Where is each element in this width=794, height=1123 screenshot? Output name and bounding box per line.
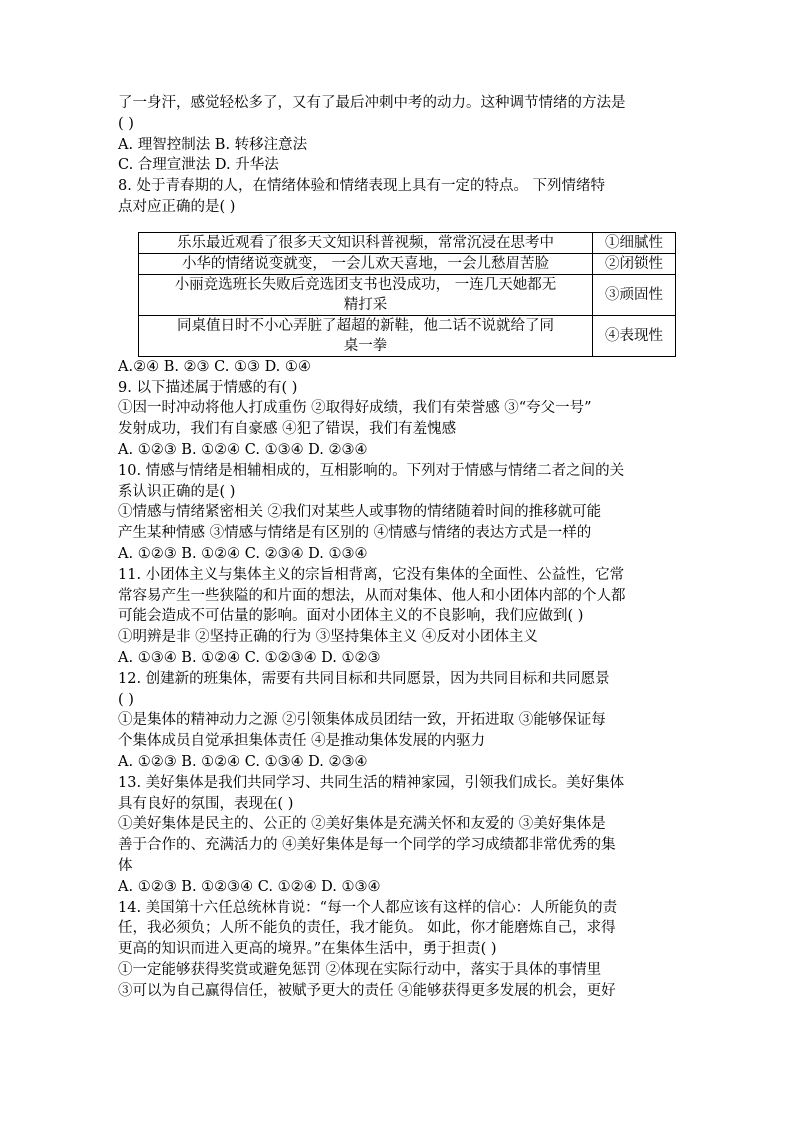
q8-stem-line-1: 8. 处于青春期的人，在情绪体验和情绪表现上具有一定的特点。 下列情绪特 (118, 178, 606, 195)
q10-body-line-1: ①情感与情绪紧密相关 ②我们对某些人或事物的情绪随着时间的推移就可能 (118, 504, 602, 521)
q14-body-line-2: ③可以为自己赢得信任，被赋予更大的责任 ④能够获得更多发展的机会，更好 (118, 982, 616, 999)
q14-stem-line-1: 14. 美国第十六任总统林肯说：“每一个人都应该有这样的信心：人所能负的责 (118, 899, 618, 916)
q8-stem-line-2: 点对应正确的是( ) (118, 198, 236, 215)
q7-options-line-1: A. 理智控制法 B. 转移注意法 (118, 136, 308, 153)
q14-stem-line-3: 更高的知识而进入更高的境界。”在集体生活中，勇于担责( ) (118, 941, 497, 958)
q10-body-line-2: 产生某种情感 ③情感与情绪是有区别的 ④情感与情绪的表达方式是一样的 (118, 525, 592, 542)
q12-stem-line-1: 12. 创建新的班集体，需要有共同目标和共同愿景，因为共同目标和共同愿景 (118, 670, 610, 687)
q12-options: A. ①②③ B. ①②④ C. ①③④ D. ②③④ (118, 753, 368, 770)
q11-stem-line-2: 常容易产生一些狭隘的和片面的想法，从而对集体、他人和小团体内部的个人都 (118, 587, 626, 604)
q8-emotion-table (138, 232, 676, 357)
table-row (139, 274, 676, 315)
q7-stem-line-1: 了一身汗，感觉轻松多了，又有了最后冲刺中考的动力。这种调节情绪的方法是 (118, 95, 626, 111)
q10-stem-line-2: 系认识正确的是( ) (118, 483, 236, 500)
q10-options: A. ①②③ B. ①②④ C. ②③④ D. ①③④ (118, 545, 368, 562)
table-cell-trait: ④表现性 (593, 315, 676, 356)
q13-body-line-2: 善于合作的、充满活力的 ④美好集体是每一个同学的学习成绩都非常优秀的集 (118, 837, 616, 854)
q13-body-line-1: ①美好集体是民主的、公正的 ②美好集体是充满关怀和友爱的 ③美好集体是 (118, 816, 606, 833)
q11-stem-line-3: 可能会造成不可估量的影响。面对小团体主义的不良影响，我们应做到( ) (118, 608, 584, 625)
table-cell-description: 乐乐最近观看了很多天文知识科普视频，常常沉浸在思考中 (139, 232, 593, 253)
q14-stem-line-2: 任，我必须负；人所不能负的责任，我才能负。 如此，你才能磨炼自己，求得 (118, 920, 616, 937)
q13-stem-line-1: 13. 美好集体是我们共同学习、共同生活的精神家园，引领我们成长。美好集体 (118, 774, 625, 791)
q9-body-line-1: ①因一时冲动将他人打成重伤 ②取得好成绩，我们有荣誉感 ③“夸父一号” (118, 400, 592, 417)
q7-options-line-2: C. 合理宣泄法 D. 升华法 (118, 157, 279, 174)
table-row (139, 253, 676, 274)
table-row (139, 315, 676, 356)
q12-body-line-2: 个集体成员自觉承担集体责任 ④是推动集体发展的内驱力 (118, 733, 486, 750)
q11-options: A. ①③④ B. ①②④ C. ①②③④ D. ①②③ (118, 649, 381, 666)
table-cell-description: 同桌值日时不小心弄脏了超超的新鞋，他二话不说就给了同 桌一拳 (139, 315, 593, 356)
q9-stem: 9. 以下描述属于情感的有( ) (118, 379, 298, 396)
q13-options: A. ①②③ B. ①②③④ C. ①②④ D. ①③④ (118, 878, 381, 895)
table-cell-description: 小华的情绪说变就变， 一会儿欢天喜地，一会儿愁眉苦脸 (139, 253, 593, 274)
table-cell-description: 小丽竞选班长失败后竞选团支书也没成功， 一连几天她都无 精打采 (139, 274, 593, 315)
table-row (139, 232, 676, 253)
q9-body-line-2: 发射成功，我们有自豪感 ④犯了错误，我们有羞愧感 (118, 421, 457, 438)
q13-body-line-3: 体 (118, 857, 133, 874)
q12-body-line-1: ①是集体的精神动力之源 ②引领集体成员团结一致，开拓进取 ③能够保证每 (118, 712, 606, 729)
q7-stem-line-2: ( ) (118, 115, 134, 132)
q8-options: A.②④ B. ②③ C. ①③ D. ①④ (118, 358, 311, 375)
q13-stem-line-2: 具有良好的氛围，表现在( ) (118, 795, 294, 812)
table-cell-trait: ③顽固性 (593, 274, 676, 315)
q11-body-line-1: ①明辨是非 ②坚持正确的行为 ③坚持集体主义 ④反对小团体主义 (118, 629, 538, 646)
q9-options: A. ①②③ B. ①②④ C. ①③④ D. ②③④ (118, 441, 368, 458)
table-cell-trait: ①细腻性 (593, 232, 676, 253)
q14-body-line-1: ①一定能够获得奖赏或避免惩罚 ②体现在实际行动中，落实于具体的事情里 (118, 961, 602, 978)
q11-stem-line-1: 11. 小团体主义与集体主义的宗旨相背离，它没有集体的全面性、公益性，它常 (118, 566, 625, 583)
exam-page (118, 93, 678, 1001)
q12-stem-line-2: ( ) (118, 691, 134, 708)
q10-stem-line-1: 10. 情感与情绪是相辅相成的，互相影响的。下列对于情感与情绪二者之间的关 (118, 462, 625, 479)
table-cell-trait: ②闭锁性 (593, 253, 676, 274)
